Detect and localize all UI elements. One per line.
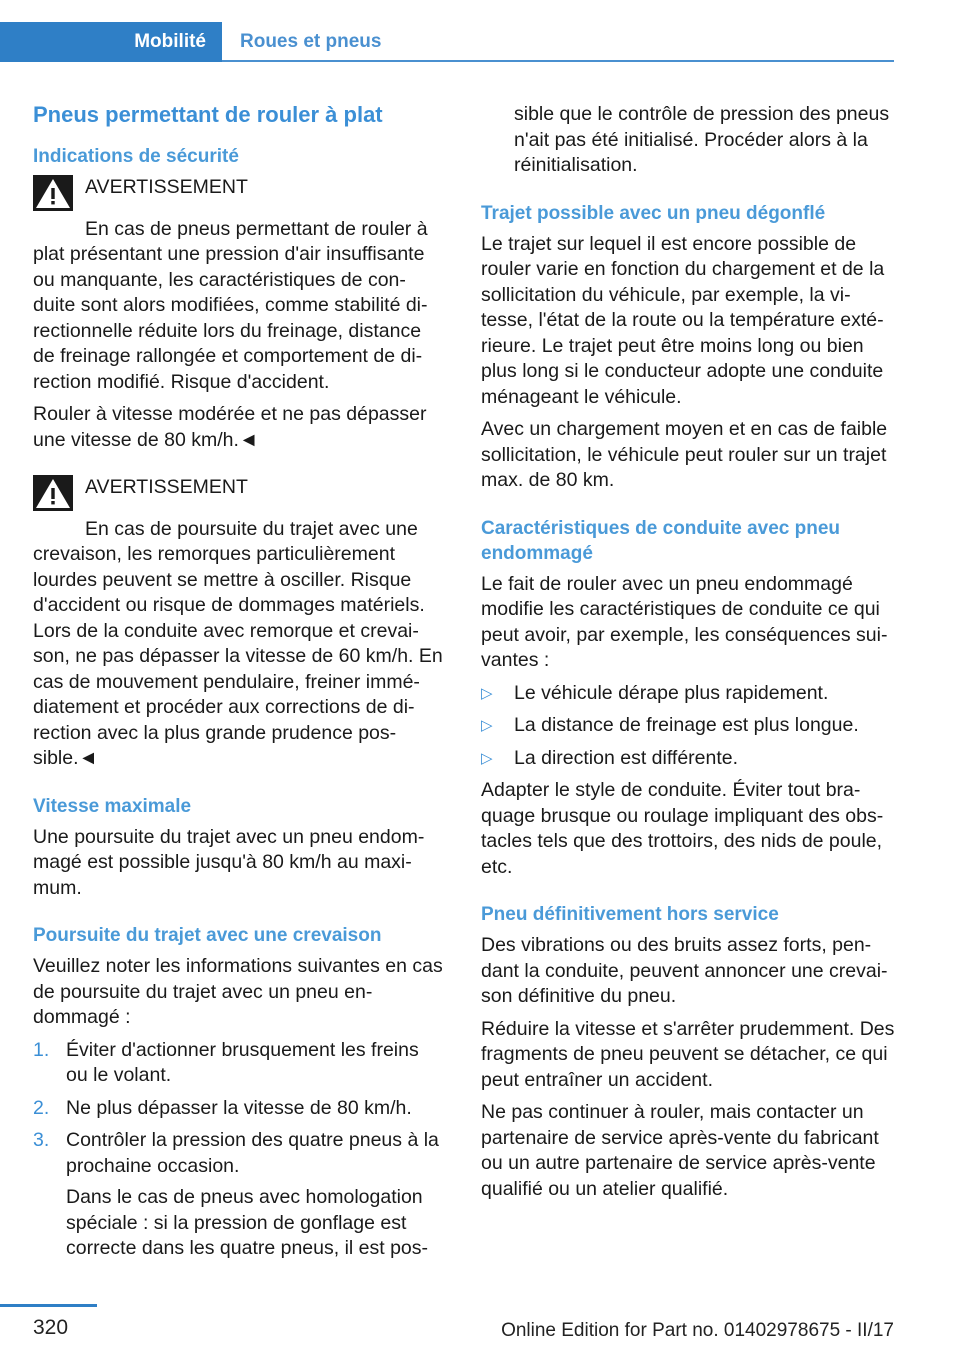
continue-heading: Poursuite du trajet avec une crevaison <box>33 925 382 946</box>
step-number: 1. <box>33 1038 50 1061</box>
page-number: 320 <box>33 1316 69 1339</box>
step-number: 3. <box>33 1129 50 1151</box>
step-text: Éviter d'actionner brusquement les freins ou le volant. <box>66 1038 419 1086</box>
continue-text: Veuillez noter les informations suivantes en cas de poursuite du trajet avec un pneu en- dommagé : <box>33 955 443 1028</box>
warning-block-1 <box>33 175 445 453</box>
safety-heading: Indications de sécurité <box>33 146 239 167</box>
range-paragraph-1: Le trajet sur lequel il est encore possible de rouler varie en fonction du chargement et de la sollicitation du véhicule, par exemple, la vi- tesse, l'état de la route ou la température exté- rieure. Le trajet peut être moins long ou bien plus long si le conducteur adopte une conduite ménageant le véhicule. <box>481 232 885 408</box>
handling-bullets <box>481 681 895 772</box>
warning-body-2 <box>33 517 445 772</box>
right-column <box>481 103 895 1209</box>
warning-body-1 <box>33 217 445 396</box>
warning-triangle-icon <box>33 175 85 219</box>
warning-block-2 <box>33 475 445 772</box>
list-item <box>481 681 895 707</box>
warning-title-2: AVERTISSEMENT <box>85 476 248 498</box>
handling-text: Le fait de rouler avec un pneu endommagé modifie les caractéristiques de conduite ce qui peut avoir, par exemple, les conséquences sui- vantes : <box>481 572 888 671</box>
list-item <box>481 746 895 772</box>
warning-title-1: AVERTISSEMENT <box>85 176 248 198</box>
step3-subtext: Dans le cas de pneus avec homologation spéciale : si la pression de gonflage est correcte dans les quatre pneus, il est pos- <box>66 1186 429 1259</box>
failure-heading: Pneu définitivement hors service <box>481 904 779 925</box>
bullet-text: Le véhicule dérape plus rapidement. <box>514 681 829 704</box>
header-rule <box>222 60 894 62</box>
warning-body-2-text: En cas de poursuite du trajet avec une crevaison, les remorques particulièrement lourdes peuvent se mettre à osciller. Risque d'accident ou risque de dommages matériels. Lors de la conduite avec remorque et crevai- son, ne pas dépasser la vitesse de 60 km/h. En cas de mouvement pendulaire, freiner immé- diatement et procéder aux corrections de di- rection avec la plus grande prudence pos- sible.◄ <box>33 517 443 769</box>
range-heading: Trajet possible avec un pneu dégonflé <box>481 202 826 224</box>
handling-heading: Caractéristiques de conduite avec pneu endommagé <box>481 517 841 564</box>
edition-text: Online Edition for Part no. 01402978675 - II/17 <box>501 1320 894 1341</box>
failure-paragraph-2: Réduire la vitesse et s'arrêter prudemment. Des fragments de pneu peuvent se détacher, ce qui peut entraîner un accident. <box>481 1017 895 1091</box>
list-item <box>33 1038 445 1089</box>
speed-text: Une poursuite du trajet avec un pneu endom- magé est possible jusqu'à 80 km/h au maxi- mum. <box>33 825 425 899</box>
range-paragraph-2: Avec un chargement moyen et en cas de faible sollicitation, le véhicule peut rouler sur un trajet max. de 80 km. <box>481 418 888 491</box>
handling-after: Adapter le style de conduite. Éviter tout bra- quage brusque ou roulage impliquant des obs- tacles tels que des trottoirs, des nids de poule, etc. <box>481 779 884 878</box>
continued-text: sible que le contrôle de pression des pneus n'ait pas été initialisé. Procéder alors à la réinitialisation. <box>514 103 890 176</box>
left-column <box>33 100 445 1269</box>
footer-rule <box>0 1304 97 1307</box>
tab-roues-label: Roues et pneus <box>240 31 382 52</box>
warning-body-1-text: En cas de pneus permettant de rouler à plat présentant une pression d'air insuffisante ou manquante, les caractéristiques de con- duite sont alors modifiées, comme stabilité di- rectionnelle réduite lors du freinage, distance de freinage rallongée et comportement de di- rection modifié. Risque d'accident. <box>33 217 428 393</box>
failure-paragraph-3: Ne pas continuer à rouler, mais contacter un partenaire de service après-vente du fabricant ou un autre partenaire de service après-vente qualifié ou un atelier qualifié. <box>481 1101 879 1200</box>
step-text: Ne plus dépasser la vitesse de 80 km/h. <box>66 1096 412 1119</box>
list-item <box>33 1128 445 1179</box>
warning-triangle-icon <box>33 475 85 519</box>
step-number: 2. <box>33 1096 50 1119</box>
bullet-text: La distance de freinage est plus longue. <box>514 714 859 736</box>
failure-paragraph-1: Des vibrations ou des bruits assez forts, pen- dant la conduite, peuvent annoncer une crevai- son définitive du pneu. <box>481 934 888 1007</box>
bullet-triangle-icon: ▷ <box>481 717 493 734</box>
header-tabs <box>0 22 960 62</box>
tab-mobilite[interactable] <box>0 22 222 62</box>
bullet-triangle-icon: ▷ <box>481 749 493 767</box>
page-title: Pneus permettant de rouler à plat <box>33 102 383 127</box>
warning-extra-1: Rouler à vitesse modérée et ne pas dépasser une vitesse de 80 km/h.◄ <box>33 403 427 451</box>
list-item <box>481 713 895 739</box>
step-text: Contrôler la pression des quatre pneus à la prochaine occasion. <box>66 1129 439 1177</box>
bullet-triangle-icon: ▷ <box>481 684 493 702</box>
speed-heading: Vitesse maximale <box>33 795 192 817</box>
tab-mobilite-label: Mobilité <box>134 31 206 52</box>
steps-list <box>33 1038 445 1180</box>
bullet-text: La direction est différente. <box>514 746 739 769</box>
list-item <box>33 1096 445 1122</box>
tab-roues-et-pneus[interactable] <box>240 22 381 62</box>
